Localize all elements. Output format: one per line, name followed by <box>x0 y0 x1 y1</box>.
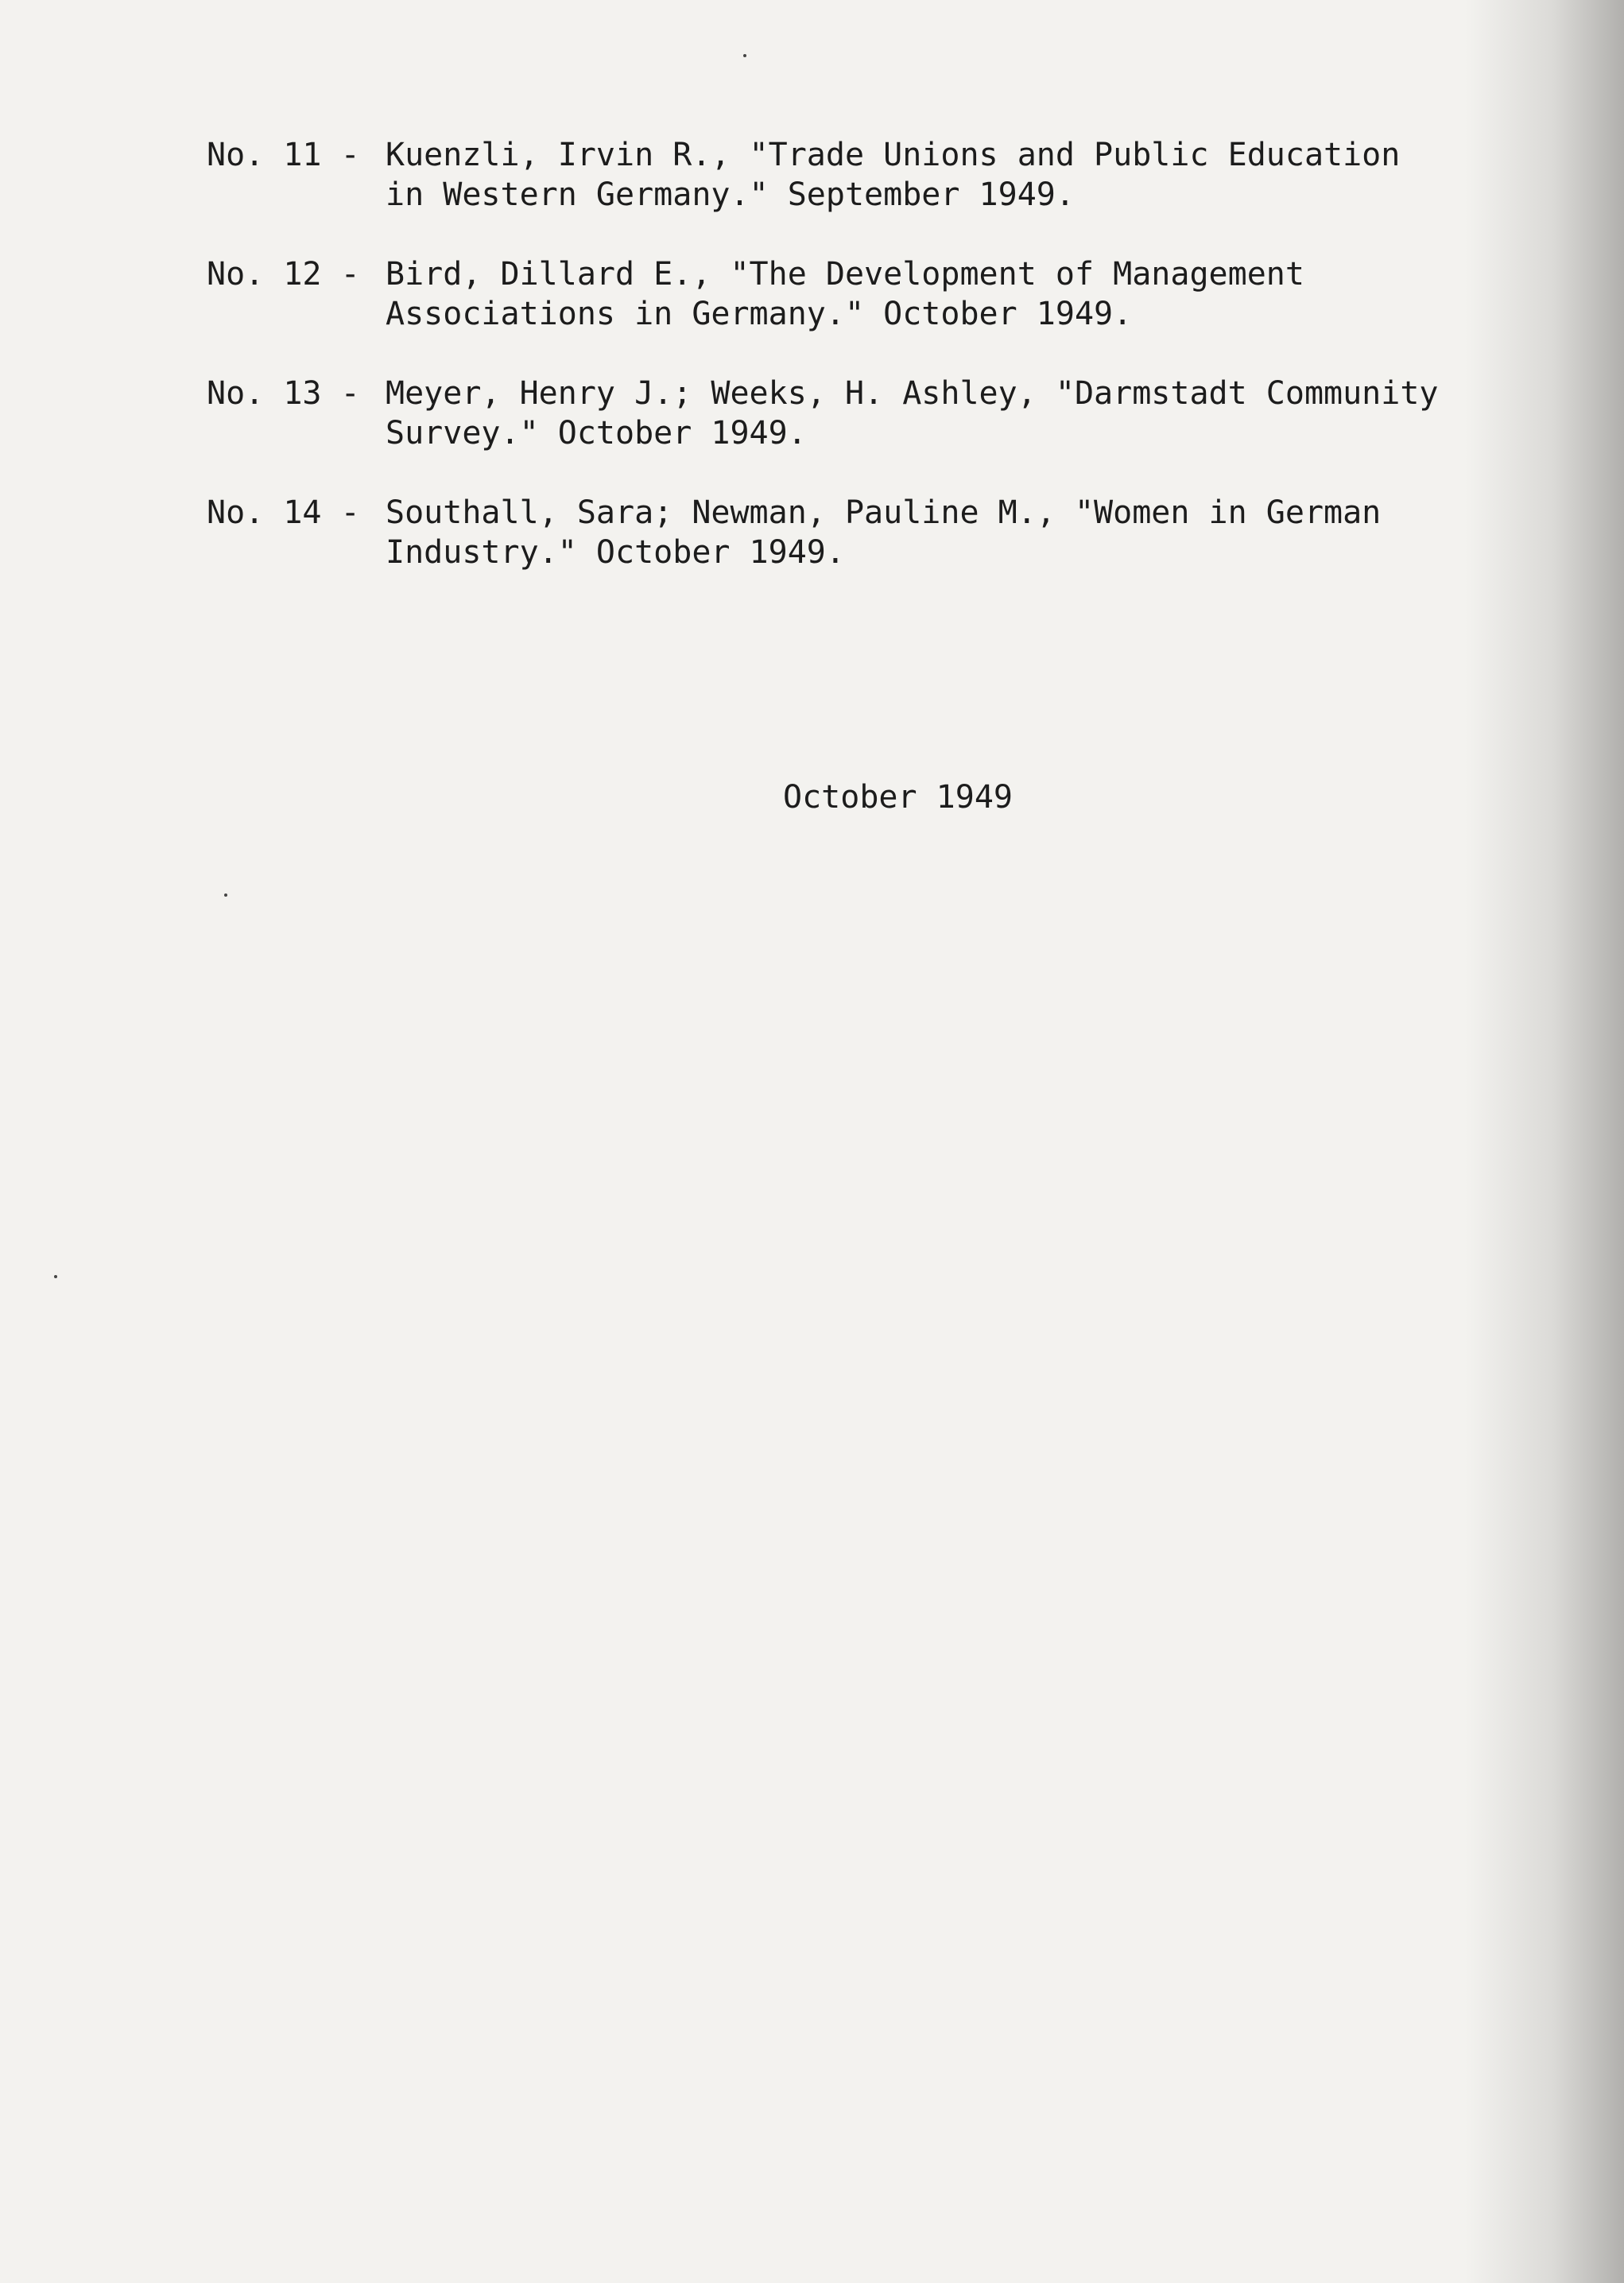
list-item <box>207 254 1518 334</box>
entry-citation: Bird, Dillard E., "The Development of Management Associations in Germany." October 1949. <box>386 256 1304 332</box>
entry-number: No. 11 - <box>207 137 360 173</box>
entry-number: No. 13 - <box>207 375 360 412</box>
speck <box>743 54 746 57</box>
speck <box>224 893 227 897</box>
list-item <box>207 374 1518 453</box>
entry-citation: Southall, Sara; Newman, Pauline M., "Women in German Industry." October 1949. <box>386 494 1382 571</box>
list-item <box>207 493 1518 572</box>
list-item <box>207 135 1518 215</box>
entry-number: No. 12 - <box>207 256 360 293</box>
series-list <box>207 135 1518 612</box>
entry-citation: Kuenzli, Irvin R., "Trade Unions and Public Education in Western Germany." September 1949. <box>386 137 1401 213</box>
document-date: October 1949 <box>783 779 1013 816</box>
speck <box>54 1275 57 1278</box>
entry-number: No. 14 - <box>207 494 360 531</box>
entry-citation: Meyer, Henry J.; Weeks, H. Ashley, "Darmstadt Community Survey." October 1949. <box>386 375 1439 452</box>
